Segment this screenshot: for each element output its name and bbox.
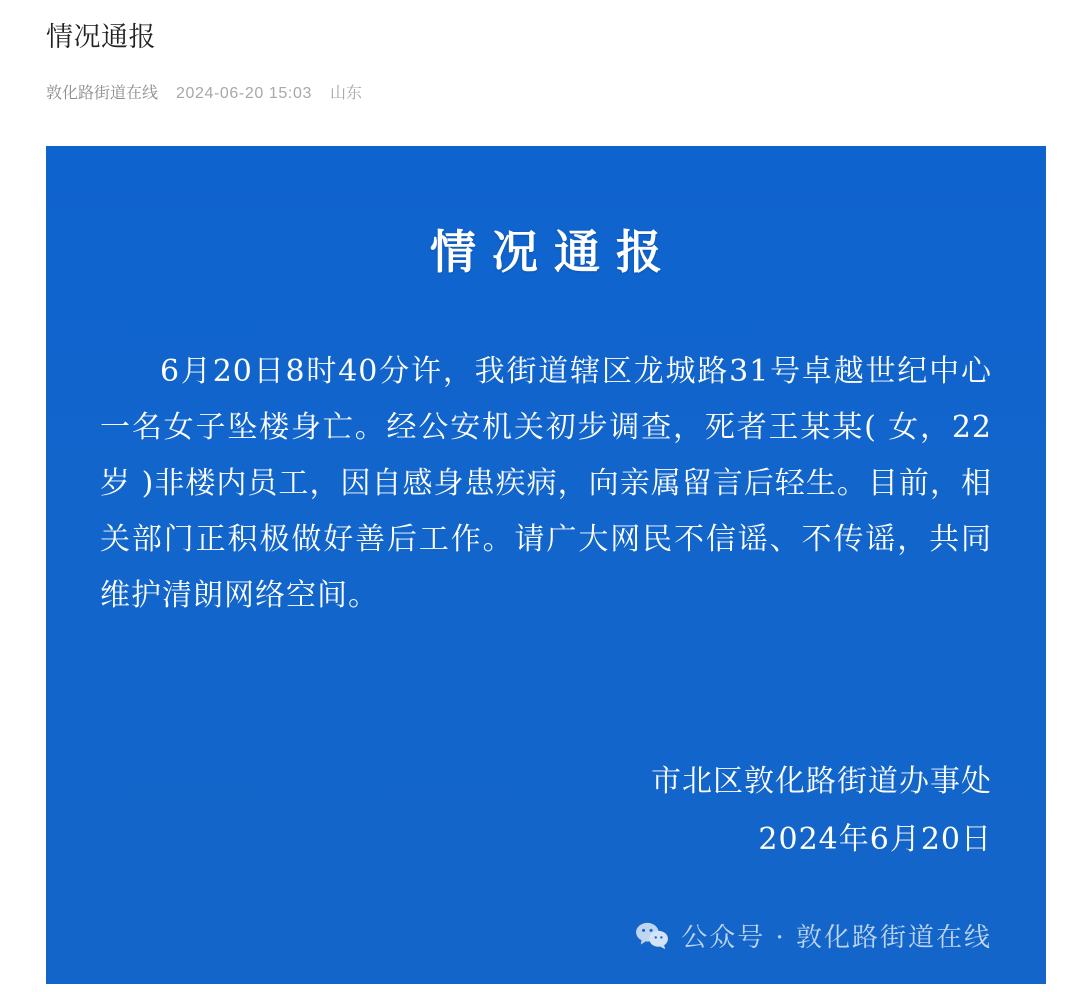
article-header bbox=[0, 0, 1080, 103]
meta-location: 山东 bbox=[329, 85, 362, 102]
notice-signature bbox=[651, 756, 992, 866]
notice-heading: 情况通报 bbox=[430, 225, 678, 279]
signature-date: 2024年6月20日 bbox=[758, 822, 992, 857]
signature-office: 市北区敦化路街道办事处 bbox=[651, 764, 992, 799]
article-meta bbox=[46, 80, 1034, 103]
meta-datetime: 2024-06-20 15:03 bbox=[176, 85, 312, 102]
wechat-icon bbox=[635, 921, 669, 951]
meta-source[interactable]: 敦化路街道在线 bbox=[46, 85, 159, 102]
watermark-text: 公众号 · 敦化路街道在线 bbox=[681, 923, 992, 953]
notice-body-text: 6月20日8时40分许，我街道辖区龙城路31号卓越世纪中心一名女子坠楼身亡。经公安机关初步调查，死者王某某( 女，22岁 )非楼内员工，因自感身患疾病，向亲属留言后轻生。目前，相关部门正积极做好善后工作。请广大网民不信谣、不传谣，共同维护清朗网络空间。 bbox=[100, 354, 992, 613]
notice-image-card[interactable] bbox=[46, 146, 1046, 984]
page-title: 情况通报 bbox=[46, 22, 156, 52]
watermark bbox=[635, 917, 992, 954]
